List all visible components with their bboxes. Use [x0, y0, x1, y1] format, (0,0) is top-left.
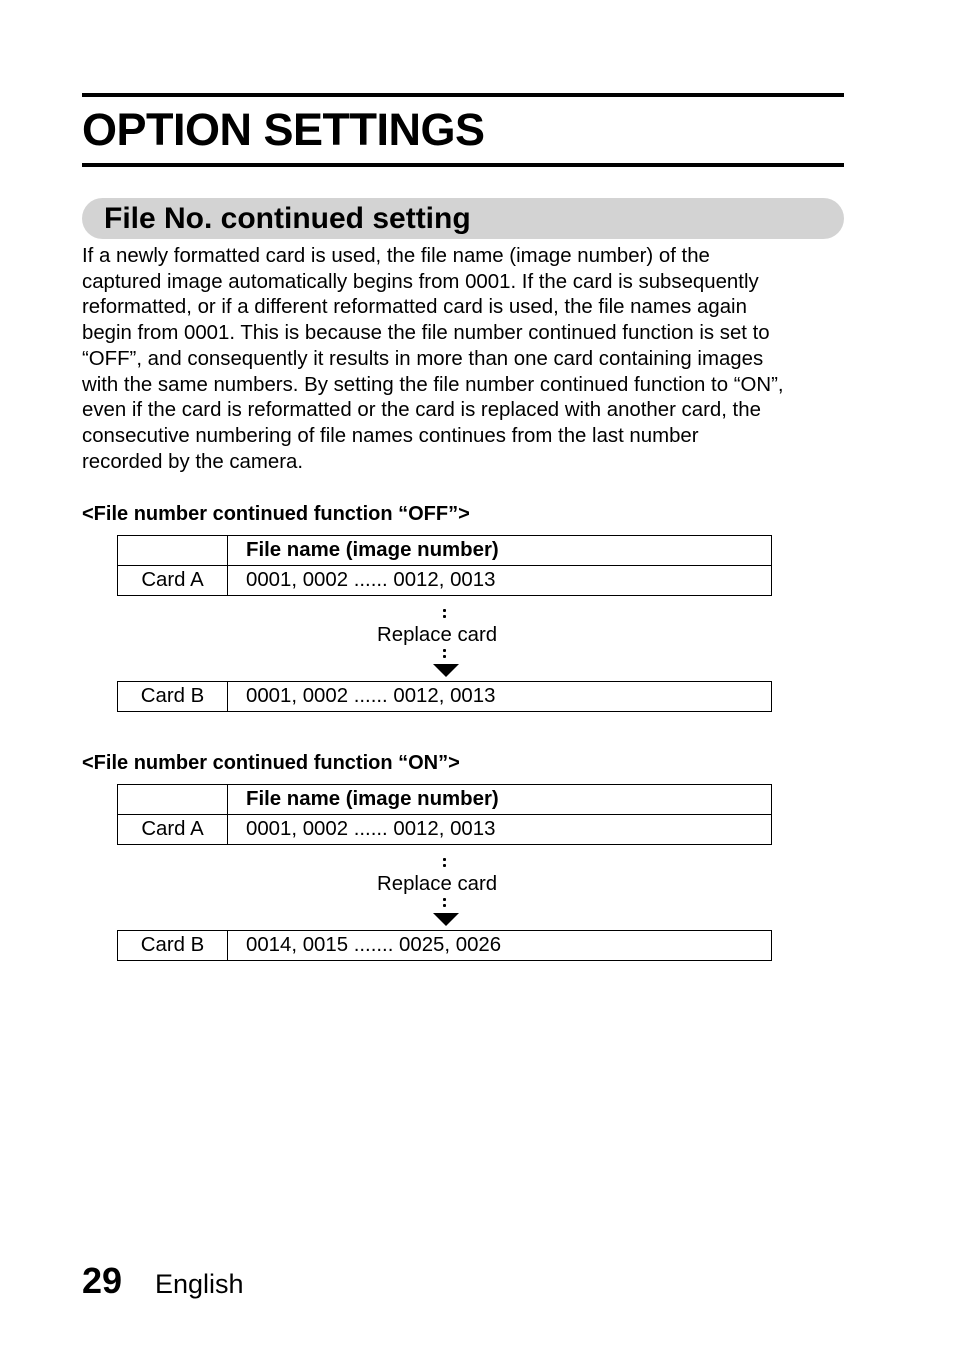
off-example-heading: <File number continued function “OFF”>: [82, 503, 470, 525]
off-card-b-table: [117, 681, 772, 712]
table-row: [118, 815, 772, 845]
page-number: 29: [82, 1260, 123, 1301]
card-b-label: Card B: [118, 931, 228, 961]
paragraph-line: If a newly formatted card is used, the file name (image number) of the: [82, 245, 710, 267]
down-triangle-icon: [433, 913, 459, 926]
vertical-dots-icon: [443, 858, 447, 867]
paragraph-line: recorded by the camera.: [82, 450, 304, 473]
card-b-label: Card B: [118, 682, 228, 712]
paragraph-line: consecutive numbering of file names continues from the last number: [82, 424, 699, 447]
paragraph-line: even if the card is reformatted or the card is replaced with another card, the: [82, 399, 761, 422]
file-name-header: File name (image number): [228, 536, 772, 566]
off-card-a-table: [117, 535, 772, 596]
vertical-dots-icon: [443, 609, 447, 618]
table-row: [118, 566, 772, 596]
paragraph-line: reformatted, or if a different reformatted card is used, the file names again: [82, 296, 747, 319]
section-title: File No. continued setting: [104, 202, 471, 235]
table-row: [118, 931, 772, 961]
page-title: OPTION SETTINGS: [82, 104, 485, 155]
section-header-bar: [82, 198, 844, 239]
vertical-dots-icon: [443, 649, 447, 658]
down-triangle-icon: [433, 664, 459, 677]
table-row: [118, 682, 772, 712]
page-title-block: [82, 93, 844, 167]
paragraph-line: begin from 0001. This is because the file number continued function is set to: [82, 322, 770, 345]
paragraph-line: with the same numbers. By setting the file number continued function to “ON”,: [82, 373, 784, 396]
intro-paragraph: [82, 244, 852, 475]
replace-card-label: Replace card: [377, 873, 498, 895]
paragraph-line: captured image automatically begins from 0001. If the card is subsequently: [82, 270, 759, 293]
on-example-heading: <File number continued function “ON”>: [82, 752, 460, 774]
card-b-files: 0001, 0002 ...... 0012, 0013: [228, 682, 772, 712]
on-card-b-table: [117, 930, 772, 961]
header-empty-cell: [118, 536, 228, 566]
paragraph-line: “OFF”, and consequently it results in more than one card containing images: [82, 347, 764, 370]
card-b-files: 0014, 0015 ....... 0025, 0026: [228, 931, 772, 961]
card-a-label: Card A: [118, 815, 228, 845]
table-row: [118, 536, 772, 566]
header-empty-cell: [118, 785, 228, 815]
file-name-header: File name (image number): [228, 785, 772, 815]
table-row: [118, 785, 772, 815]
card-a-files: 0001, 0002 ...... 0012, 0013: [228, 815, 772, 845]
card-a-files: 0001, 0002 ...... 0012, 0013: [228, 566, 772, 596]
vertical-dots-icon: [443, 898, 447, 907]
page-language: English: [155, 1269, 244, 1299]
card-a-label: Card A: [118, 566, 228, 596]
on-card-a-table: [117, 784, 772, 845]
replace-card-label: Replace card: [377, 624, 498, 646]
